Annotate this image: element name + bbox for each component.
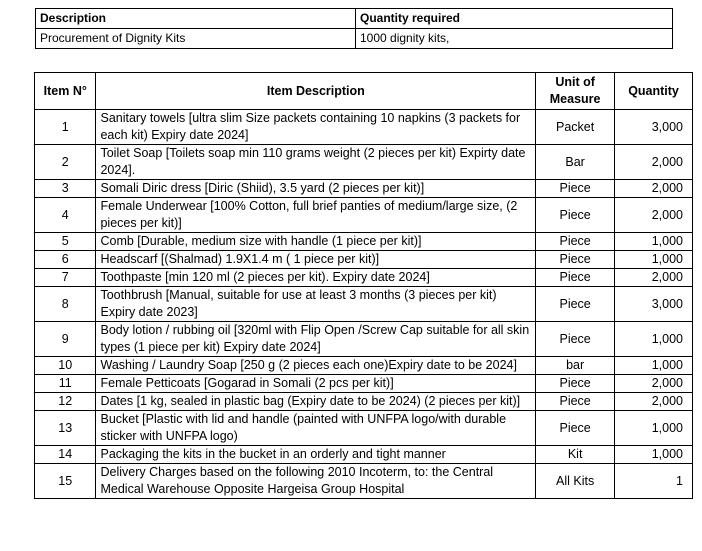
header-item-no: Item N° <box>35 73 96 110</box>
table-row <box>35 233 693 251</box>
item-unit: Piece <box>536 180 615 198</box>
item-quantity: 3,000 <box>615 110 693 145</box>
item-quantity: 3,000 <box>615 287 693 322</box>
item-number: 5 <box>35 233 96 251</box>
item-unit: Piece <box>536 375 615 393</box>
item-unit: Bar <box>536 145 615 180</box>
item-number: 2 <box>35 145 96 180</box>
item-unit: Piece <box>536 411 615 446</box>
item-quantity: 2,000 <box>615 375 693 393</box>
item-number: 3 <box>35 180 96 198</box>
item-description: Packaging the kits in the bucket in an orderly and tight manner <box>96 446 536 464</box>
item-number: 11 <box>35 375 96 393</box>
item-quantity: 2,000 <box>615 198 693 233</box>
item-description: Comb [Durable, medium size with handle (1 piece per kit)] <box>96 233 536 251</box>
item-description: Dates [1 kg, sealed in plastic bag (Expiry date to be 2024) (2 pieces per kit)] <box>96 393 536 411</box>
summary-description: Procurement of Dignity Kits <box>36 29 356 49</box>
item-unit: Piece <box>536 322 615 357</box>
summary-table <box>35 8 673 49</box>
header-unit-of-measure: Unit of Measure <box>536 73 615 110</box>
item-number: 13 <box>35 411 96 446</box>
item-unit: Packet <box>536 110 615 145</box>
summary-quantity: 1000 dignity kits, <box>356 29 673 49</box>
item-description: Sanitary towels [ultra slim Size packets containing 10 napkins (3 packets for each kit) Expiry date 2024] <box>96 110 536 145</box>
table-row <box>35 411 693 446</box>
item-description: Washing / Laundry Soap [250 g (2 pieces each one)Expiry date to be 2024] <box>96 357 536 375</box>
items-body <box>35 110 693 499</box>
table-row <box>35 251 693 269</box>
item-number: 12 <box>35 393 96 411</box>
item-description: Toothbrush [Manual, suitable for use at least 3 months (3 pieces per kit) Expiry date 2023] <box>96 287 536 322</box>
item-description: Somali Diric dress [Diric (Shiid), 3.5 yard (2 pieces per kit)] <box>96 180 536 198</box>
item-quantity: 1 <box>615 464 693 499</box>
header-quantity: Quantity <box>615 73 693 110</box>
items-header-row <box>35 73 693 110</box>
item-quantity: 1,000 <box>615 322 693 357</box>
table-row <box>35 180 693 198</box>
item-unit: bar <box>536 357 615 375</box>
item-unit: Piece <box>536 198 615 233</box>
item-description: Female Petticoats [Gogarad in Somali (2 pcs per kit)] <box>96 375 536 393</box>
table-row <box>35 393 693 411</box>
item-quantity: 1,000 <box>615 251 693 269</box>
item-unit: Piece <box>536 251 615 269</box>
item-number: 10 <box>35 357 96 375</box>
table-row <box>35 110 693 145</box>
item-unit: Kit <box>536 446 615 464</box>
item-description: Delivery Charges based on the following 2010 Incoterm, to: the Central Medical Warehouse Opposite Hargeisa Group Hospital <box>96 464 536 499</box>
item-number: 15 <box>35 464 96 499</box>
table-row <box>35 269 693 287</box>
item-unit: Piece <box>536 287 615 322</box>
item-unit: Piece <box>536 233 615 251</box>
item-quantity: 2,000 <box>615 180 693 198</box>
table-row <box>35 357 693 375</box>
header-item-description: Item Description <box>96 73 536 110</box>
table-row <box>35 446 693 464</box>
item-quantity: 1,000 <box>615 233 693 251</box>
summary-header-description: Description <box>36 9 356 29</box>
item-description: Headscarf [(Shalmad) 1.9X1.4 m ( 1 piece per kit)] <box>96 251 536 269</box>
item-quantity: 1,000 <box>615 357 693 375</box>
item-unit: All Kits <box>536 464 615 499</box>
item-number: 9 <box>35 322 96 357</box>
item-unit: Piece <box>536 393 615 411</box>
item-description: Toilet Soap [Toilets soap min 110 grams weight (2 pieces per kit) Expirty date 2024]. <box>96 145 536 180</box>
item-number: 7 <box>35 269 96 287</box>
table-row <box>35 464 693 499</box>
item-number: 1 <box>35 110 96 145</box>
item-quantity: 2,000 <box>615 269 693 287</box>
table-row <box>35 287 693 322</box>
item-description: Bucket [Plastic with lid and handle (painted with UNFPA logo/with durable sticker with UNFPA logo) <box>96 411 536 446</box>
summary-header-quantity: Quantity required <box>356 9 673 29</box>
item-quantity: 2,000 <box>615 393 693 411</box>
item-quantity: 1,000 <box>615 411 693 446</box>
item-number: 4 <box>35 198 96 233</box>
summary-row <box>36 29 673 49</box>
items-table <box>34 72 693 499</box>
item-unit: Piece <box>536 269 615 287</box>
summary-header-row <box>36 9 673 29</box>
table-row <box>35 375 693 393</box>
table-row <box>35 322 693 357</box>
item-number: 8 <box>35 287 96 322</box>
table-row <box>35 198 693 233</box>
item-quantity: 2,000 <box>615 145 693 180</box>
item-quantity: 1,000 <box>615 446 693 464</box>
item-description: Toothpaste [min 120 ml (2 pieces per kit). Expiry date 2024] <box>96 269 536 287</box>
item-description: Female Underwear [100% Cotton, full brief panties of medium/large size, (2 pieces per kit)] <box>96 198 536 233</box>
table-row <box>35 145 693 180</box>
item-number: 14 <box>35 446 96 464</box>
item-number: 6 <box>35 251 96 269</box>
item-description: Body lotion / rubbing oil [320ml with Flip Open /Screw Cap suitable for all skin types (1 piece per kit) Expiry date 2024] <box>96 322 536 357</box>
